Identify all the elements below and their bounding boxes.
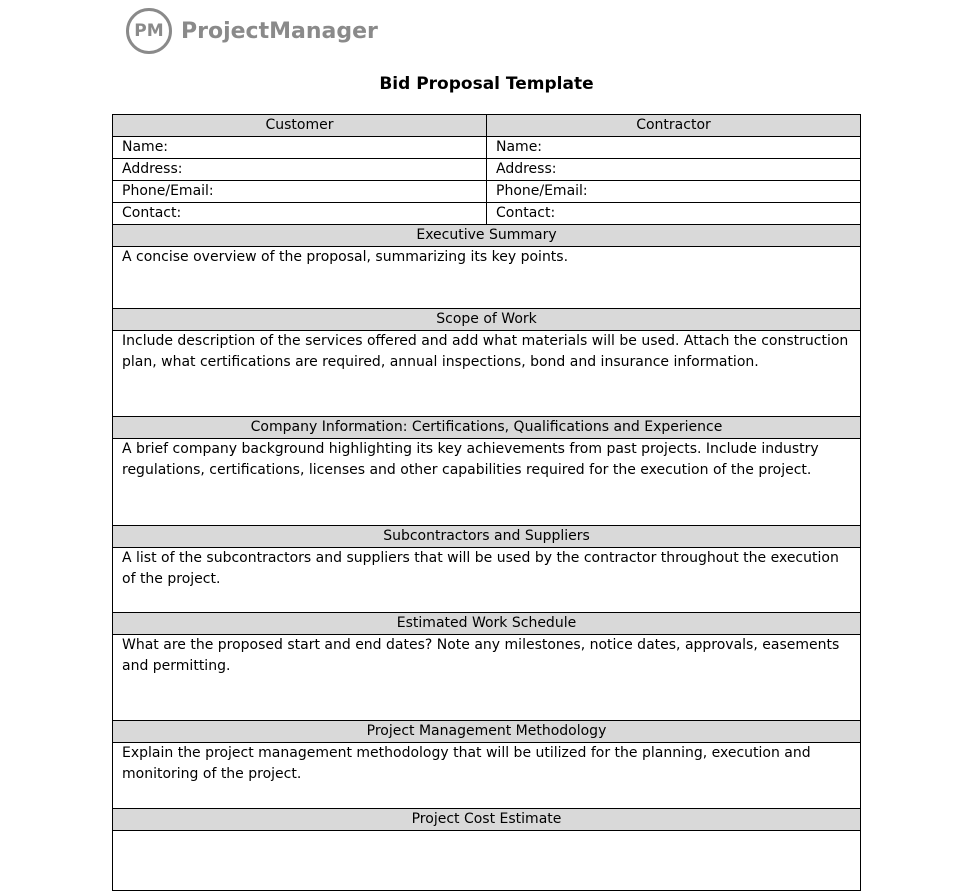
document-title: Bid Proposal Template: [379, 74, 594, 94]
customer-name-field[interactable]: Name:: [113, 137, 487, 159]
contractor-name-field[interactable]: Name:: [487, 137, 861, 159]
project-cost-estimate-body[interactable]: [113, 831, 861, 891]
bid-proposal-table: [112, 114, 861, 891]
table-row: [113, 137, 861, 159]
executive-summary-header: Executive Summary: [113, 225, 861, 247]
pm-methodology-header: Project Management Methodology: [113, 721, 861, 743]
contractor-header: Contractor: [487, 115, 861, 137]
executive-summary-body[interactable]: A concise overview of the proposal, summarizing its key points.: [113, 247, 861, 309]
customer-phone-email-field[interactable]: Phone/Email:: [113, 181, 487, 203]
brand-name: ProjectManager: [181, 18, 378, 44]
table-row: [113, 159, 861, 181]
contractor-address-field[interactable]: Address:: [487, 159, 861, 181]
company-information-body[interactable]: A brief company background highlighting its key achievements from past projects. Include industry regulations, certifications, licenses and other capabilities required for the execution of the project.: [113, 439, 861, 526]
customer-header: Customer: [113, 115, 487, 137]
project-cost-estimate-header: Project Cost Estimate: [113, 809, 861, 831]
contractor-phone-email-field[interactable]: Phone/Email:: [487, 181, 861, 203]
projectmanager-logo: [126, 8, 378, 54]
contractor-contact-field[interactable]: Contact:: [487, 203, 861, 225]
table-row: [113, 203, 861, 225]
pm-methodology-body[interactable]: Explain the project management methodology that will be utilized for the planning, execution and monitoring of the project.: [113, 743, 861, 809]
table-row: [113, 181, 861, 203]
scope-of-work-header: Scope of Work: [113, 309, 861, 331]
scope-of-work-body[interactable]: Include description of the services offered and add what materials will be used. Attach the construction plan, what certifications are required, annual inspections, bond and insurance information.: [113, 331, 861, 417]
customer-address-field[interactable]: Address:: [113, 159, 487, 181]
parties-header-row: [113, 115, 861, 137]
customer-contact-field[interactable]: Contact:: [113, 203, 487, 225]
estimated-work-schedule-header: Estimated Work Schedule: [113, 613, 861, 635]
estimated-work-schedule-body[interactable]: What are the proposed start and end dates? Note any milestones, notice dates, approvals, easements and permitting.: [113, 635, 861, 721]
subcontractors-suppliers-header: Subcontractors and Suppliers: [113, 526, 861, 548]
company-information-header: Company Information: Certifications, Qualifications and Experience: [113, 417, 861, 439]
subcontractors-suppliers-body[interactable]: A list of the subcontractors and suppliers that will be used by the contractor throughout the execution of the project.: [113, 548, 861, 613]
pm-logo-icon: PM: [126, 8, 172, 54]
